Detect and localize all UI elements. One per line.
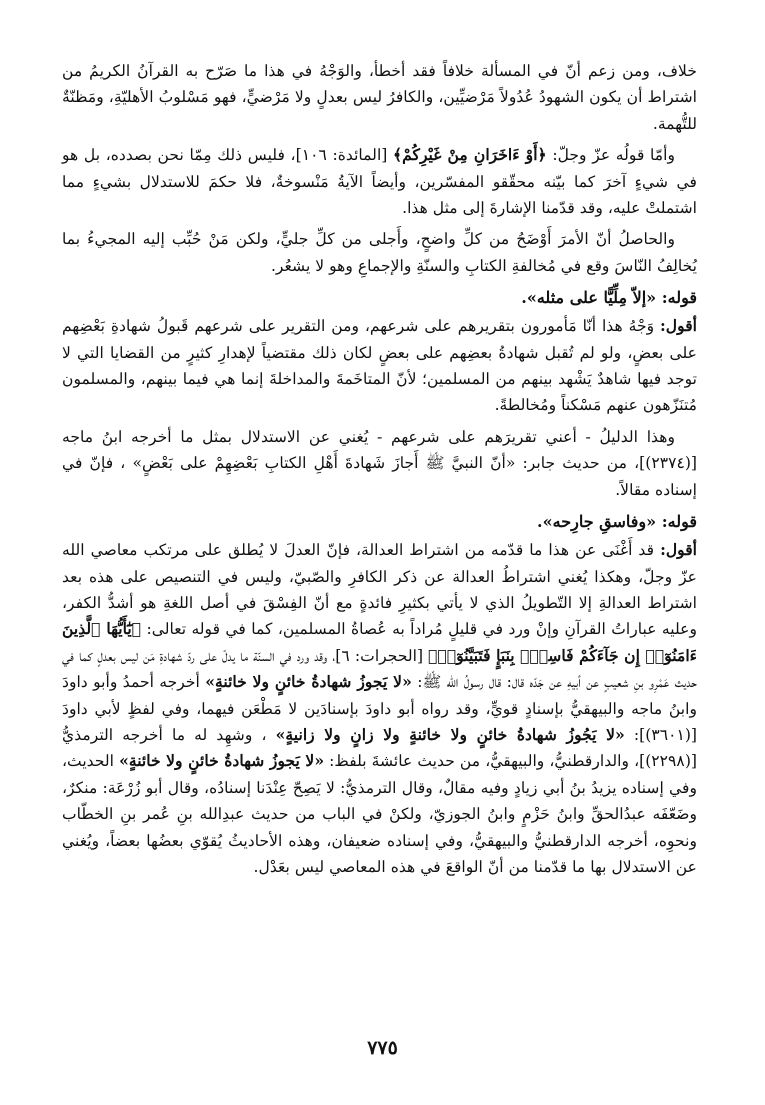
paragraph-2-body: [المائدة: ١٠٦]، فليس ذلك مِمّا نحن بصدده، بل هو في شيءٍ آخرَ كما بيّنه محقّقو المفسّرين، وأيضاً الآيةُ مَنْسوخةٌ، فلا حكمَ للاستدلال بشيءٍ مما اشتملتْ عليه، وقد قدّمنا الإشارةَ إلى مثل هذا. — [62, 146, 697, 218]
paragraph-1: خلاف، ومن زعم أنّ في المسألة خلافاً فقد أخطأ، والوَجْهُ في هذا ما صَرّح به القرآنُ الكريمُ من اشتراط أن يكون الشهودُ عُدُولاً مَرْضيِّين، والكافرُ ليس بعدلٍ ولا مَرْضيٍّ، فهو مَسْلوبُ الأهليّةِ، ومَظنّةٌ للتُّهمة. — [62, 62, 697, 133]
paragraph-2-intro: وأمّا قولُه عزّ وجلّ: — [552, 146, 676, 165]
paragraph-6-part-2: [الحجرات: ٦]، وقد ورد في السنّة ما يدلّ على ردّ شهادةِ مَن ليس بعدلٍ كما في حديث عَمْرِو بنِ شعيبٍ عن أبيهِ عن جَدّه قال: قال رسولُ الله ﷺ: — [62, 646, 697, 692]
paragraph-6-part-1: قد أَغْنَى عن هذا ما قدّمه من اشتراط العدالة، فإنّ العدلَ لا يُطلق على مرتكب معاصي الله عزّ وجلّ، وهكذا يُغني اشتراطُ العدالة عن ذكر الكافرِ والصّبيّ، وليس في التنصيص على هذه بعد اشتراط العدالةِ إلا التّطويلُ الذي لا يأتي بكثيرِ فائدةٍ مع أنّ الفِسْقَ في أصل اللغةِ هو أشدُّ الكفر، وعليه عباراتُ القرآنِ وإنْ ورد في قليلٍ مُراداً به عُصاةُ المسلمين، كما في قوله تعالى: — [62, 541, 697, 639]
paragraph-2 — [62, 142, 697, 221]
paragraph-5 — [62, 424, 697, 503]
hadith-quote-jabir: «أنّ النبيَّ ﷺ أَجازَ شَهادةَ أَهْلِ الكتابِ بَعْضِهِمْ على بَعْضٍ» — [132, 454, 516, 473]
hadith-quote-1: «لا يَجوزُ شهادةُ خائنٍ ولا خائنةٍ» — [205, 672, 412, 692]
page-number: ٧٧٥ — [367, 1037, 398, 1059]
paragraph-6-lead: أقول: — [660, 540, 697, 560]
paragraph-5-end: ، فإنّ في إسناده مقالاً. — [62, 454, 697, 499]
hadith-quote-2: «لا يَجُوزُ شهادةُ خائنٍ ولا خائنةٍ ولا زانٍ ولا زانيةٍ» — [275, 724, 625, 744]
paragraph-4-lead: أقول: — [660, 316, 697, 336]
paragraph-4-text: وَجْهُ هذا أنّا مَأمورون بتقريرهم على شرعهم، ومن التقرير على شرعهم قَبولُ شهادةِ بَعْضِهم على بعضٍ، ولو لم تُقبل شهادةُ بعضِهم على بعضٍ لكان ذلك مقتضياً لإهدارِ كثيرٍ من القضايا التي لا توجد فيها شاهدٌ يَشْهد بينهم من المسلمين؛ لأنّ المتاخَمةَ والمداخلةَ إنما هي فيما بينهم، والمسلمون مُتنَزّهون عنهم مَسْكناً ومُخالطةً. — [62, 317, 697, 415]
section-heading-2: قوله: «وفاسقِ جارِحه». — [537, 512, 697, 532]
paragraph-6-part-3: أخرجه أحمدُ وأبو داودَ وابنُ ماجه والبيهقيُّ بإسنادٍ قويٍّ، وقد رواه أبو داودَ بإسنادَين لا مَطْعَن فيهما، وفي لفظٍ لأبي داودَ [(٣٦٠١)]: — [62, 673, 697, 744]
paragraph-6 — [62, 537, 697, 880]
paragraph-3: والحاصلُ أنّ الأمرَ أَوْضَحُ من كلِّ واضحٍ، وأَجلى من كلِّ جليٍّ، ولكن مَنْ حُبِّب إليه المجيءُ بما يُخالِفُ النّاسَ وقع في مُخالفةِ الكتابِ والسنّةِ والإجماعِ وهو لا يشعُر. — [62, 230, 697, 275]
quran-verse-hujurat: ﴿يَٰٓأَيُّهَا ٱلَّذِينَ ءَامَنُوٓا۟ إِن جَآءَكُمْ فَاسِقٌۢ بِنَبَإٍ فَتَبَيَّنُوٓا۟﴾ — [62, 619, 697, 665]
paragraph-6-part-4: ، وشهِد له ما أخرجه الترمذيُّ [(٢٢٩٨)]، والدارقطنيُّ، والبيهقيُّ، من حديث عائشةَ بلفظ: — [62, 725, 697, 771]
paragraph-6-part-5: الحديث، وفي إسناده يزيدُ بنُ أبي زيادٍ وفيه مقالٌ، وقال الترمذيُّ: لا يَصِحّ عِنْدَنا إسنادُه، وقال أبو زُرْعَة: منكرٌ، وضَعّفَه عبدُالحقِّ وابنُ حَزْمٍ وابنُ الجوزيّ، ولكنْ في الباب من حديث عبدِالله بنِ عُمر بنِ الخطّاب ونحوِه، أخرجه الدارقطنيُّ والبيهقيُّ، وفي إسناده ضعيفان، وهذه الأحاديثُ يُقوّي بعضُها بعضاً، ويُغني عن الاستدلال بها ما قدّمنا من أنّ الواقعَ في هذه المعاصي ليس بعَدْل. — [62, 752, 697, 876]
paragraph-5-intro: وهذا الدليلُ - أعني تقريرَهم على شرعهم - يُغني عن الاستدلال بمثل ما أخرجه ابنُ ماجه [(٢٣٧٤)]، من حديث جابر: — [62, 427, 697, 473]
hadith-quote-3: «لا يَجوزُ شهادةُ خائنٍ ولا خائنةٍ» — [119, 751, 325, 771]
paragraph-4 — [62, 313, 697, 419]
section-heading-1: قوله: «إلاّ مِلِّيًّا على مثله». — [521, 288, 697, 308]
quran-verse-maida: ﴿أَوْ ءَاخَرَانِ مِنْ غَيْرِكُمْ﴾ — [393, 145, 547, 165]
